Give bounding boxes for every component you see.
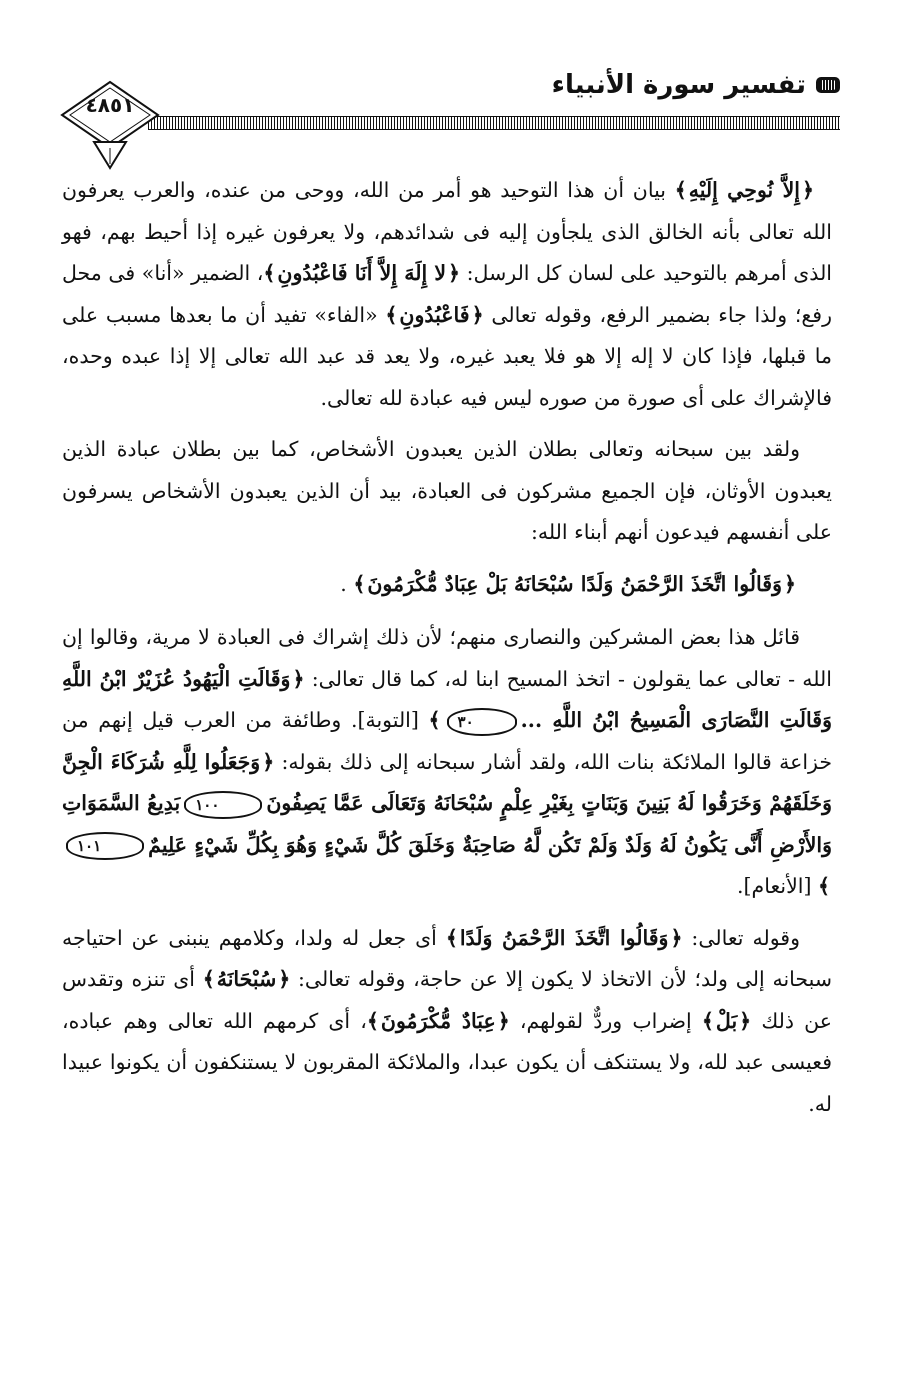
text-run: . [737,874,744,898]
paragraph-3 [62,617,832,908]
ayah-number-icon: ٣٠ [447,708,517,736]
text-run: قائل هذا بعض المشركين والنصارى منهم؛ لأن ذلك إشراك فى العبادة لا مرية، وقالوا إن الله - تعالى عما يقولون - اتخذ المسيح ابنا له، كما قال تعالى: [62,625,832,691]
text-run: . [340,571,354,596]
quran-quote: ﴿ إِلاَّ نُوحِي إِلَيْهِ ﴾ [675,178,814,202]
page-header [60,60,840,160]
verse-block [62,564,832,606]
quran-quote: ﴿ عِبَادٌ مُّكْرَمُونَ ﴾ [367,1009,510,1033]
running-title-text: تفسير سورة الأنبياء [551,70,806,100]
text-run: بيان أن هذا التوحيد هو أمر من الله، ووحى من عنده، والعرب يعرفون الله تعالى بأنه الخالق الذى يلجأون إليه فى شدائدهم، ولا يعرفون غيره إذا أحيط بهم، فهو الذى أمرهم بالتوحيد على لسان كل الرسل: [62,178,833,285]
quran-quote-text: وَقَالَتِ الْيَهُودُ عُزَيْرٌ ابْنُ اللَّهِ وَقَالَتِ النَّصَارَى الْمَسِيحُ ابْنُ اللَّهِ ... [62,666,832,732]
page-number: ٤٨٥١ [85,93,135,117]
quran-quote: ﴿ وَقَالُوا اتَّخَذَ الرَّحْمَنُ وَلَدًا ﴾ [446,926,683,950]
text-run: ، أى كرمهم الله تعالى وهم عباده، فعيسى عبد لله، ولا يستنكف أن يكون عبدا، والملائكة المقربون لا يستنكفون أن يكونوا عبيدا له. [62,1008,832,1116]
text-run: ولقد بين سبحانه وتعالى بطلان الذين يعبدون الأشخاص، كما بين بطلان عبادة الذين يعبدون الأوثان، فإن الجميع مشركون فى العبادة، بيد أن الذين يعبدون الأشخاص يسرفون على أنفسهم فيدعون أنهم أبناء الله: [62,437,832,544]
text-run: وقوله تعالى: [682,925,801,950]
quran-quote-text: بَدِيعُ السَّمَوَاتِ وَالأَرْضِ أَنَّى يَكُونُ لَهُ وَلَدٌ وَلَمْ تَكُن لَّهُ صَاحِبَةٌ وَخَلَقَ كُلَّ شَيْءٍ وَهُوَ بِكُلِّ شَيْءٍ عَلِيمٌ [62,791,832,857]
quran-quote: ﴿ لا إِلَهَ إِلاَّ أَنَا فَاعْبُدُونِ ﴾ [263,261,460,285]
quran-quote: ﴿ فَاعْبُدُونِ ﴾ [385,303,483,327]
text-run: ، الضمير «أنا» فى محل رفع؛ ولذا جاء بضمير الرفع، وقوله تعالى [62,261,833,327]
paragraph-2 [62,429,832,554]
ayah-number-icon: ١٠٠ [184,791,262,819]
paragraph-1 [62,170,832,419]
title-ornament-icon [816,77,840,93]
header-rule [148,116,840,130]
quran-quote: ﴿ بَلْ ﴾ [702,1009,751,1033]
main-text [62,170,832,1135]
paragraph-4 [62,918,832,1126]
surah-reference: [التوبة] [357,708,419,732]
quran-quote: ﴿ وَقَالُوا اتَّخَذَ الرَّحْمَنُ وَلَدًا سُبْحَانَهُ بَلْ عِبَادٌ مُّكْرَمُونَ ﴾ [353,572,796,596]
surah-reference: [الأنعام] [743,874,812,898]
ayah-number-icon: ١٠١ [66,832,144,860]
text-run: . وطائفة من العرب قيل إنهم من خزاعة قالوا الملائكة بنات الله، ولقد أشار سبحانه إلى ذلك بقوله: [62,708,832,774]
quran-quote-text: وَجَعَلُوا لِلَّهِ شُرَكَاءَ الْجِنَّ وَخَلَقَهُمْ وَخَرَقُوا لَهُ بَنِينَ وَبَنَاتٍ بِغَيْرِ عِلْمٍ سُبْحَانَهُ وَتَعَالَى عَمَّا يَصِفُونَ [62,749,833,815]
quran-quote: ﴿ سُبْحَانَهُ ﴾ [203,967,291,991]
text-run: أى جعل له ولدا، وكلامهم ينبنى عن احتياجه سبحانه إلى ولد؛ لأن الاتخاذ لا يكون إلا عن حاجة، وقوله تعالى: [62,925,833,991]
text-run: أى تنزه وتقدس عن ذلك [62,967,832,1033]
running-title [552,70,840,100]
text-run: «الفاء» تفيد أن ما بعدها مسبب على ما قبلها، فإذا كان لا إله إلا هو فلا يعبد غيره، ولا يعد قد عبد الله تعالى إلا إذا عبده وحده، فالإشراك على أى صورة من صوره ليس فيه عبادة لله تعالى. [62,302,832,410]
text-run: إضراب وردٌّ لقولهم، [509,1008,702,1033]
